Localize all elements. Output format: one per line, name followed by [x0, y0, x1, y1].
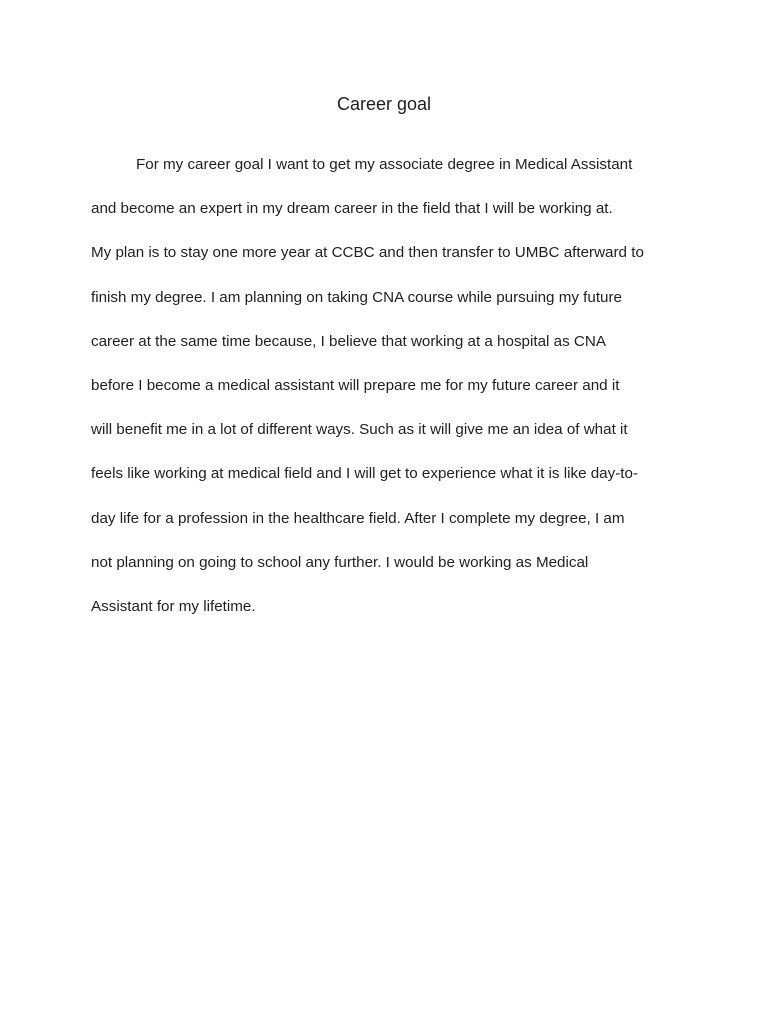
essay-paragraph: [91, 150, 691, 636]
paragraph-line: For my career goal I want to get my associate degree in Medical Assistant: [136, 156, 633, 173]
paragraph-line: not planning on going to school any further. I would be working as Medical: [91, 553, 589, 571]
paragraph-line: My plan is to stay one more year at CCBC and then transfer to UMBC afterward to: [91, 244, 644, 262]
paragraph-line: feels like working at medical field and I will get to experience what it is like day-to-: [91, 465, 639, 483]
paragraph-line: finish my degree. I am planning on taking CNA course while pursuing my future: [91, 288, 622, 306]
paragraph-line: career at the same time because, I believe that working at a hospital as CNA: [91, 332, 606, 350]
paragraph-line: will benefit me in a lot of different ways. Such as it will give me an idea of what it: [91, 421, 628, 439]
paragraph-line: and become an expert in my dream career in the field that I will be working at.: [91, 200, 613, 218]
paragraph-line: before I become a medical assistant will prepare me for my future career and it: [91, 376, 620, 394]
paragraph-line: day life for a profession in the healthcare field. After I complete my degree, I am: [91, 509, 625, 527]
page-title: Career goal: [336, 94, 432, 114]
paragraph-line: Assistant for my lifetime.: [91, 597, 256, 615]
